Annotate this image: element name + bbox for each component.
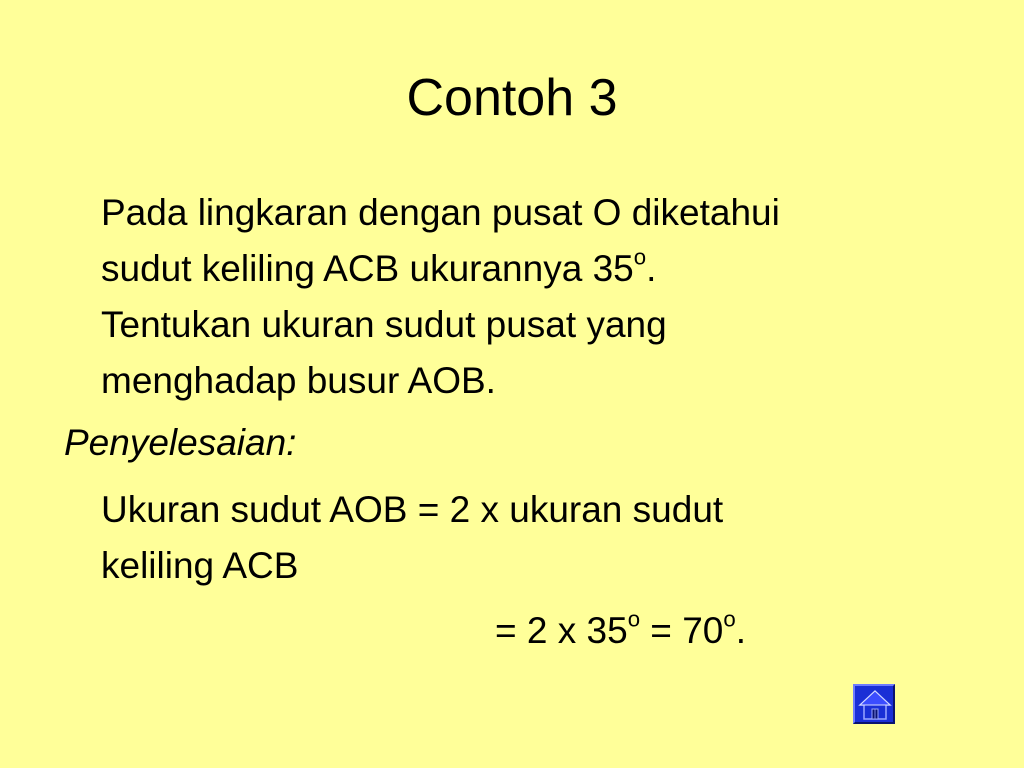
solution-text — [101, 482, 981, 594]
degree-symbol: o — [627, 606, 641, 632]
problem-text — [101, 185, 981, 409]
solution-line-2: keliling ACB — [101, 545, 299, 586]
problem-line-4: menghadap busur AOB. — [101, 360, 496, 401]
problem-line-1: Pada lingkaran dengan pusat O diketahui — [101, 192, 780, 233]
problem-line-2-text: sudut keliling ACB ukurannya 35 — [101, 248, 634, 289]
degree-symbol: o — [723, 606, 736, 632]
home-icon — [858, 688, 892, 722]
solution-line-1: Ukuran sudut AOB = 2 x ukuran sudut — [101, 489, 724, 530]
problem-line-3: Tentukan ukuran sudut pusat yang — [101, 304, 667, 345]
solution-result-period: . — [735, 610, 746, 651]
problem-line-2-period: . — [646, 248, 657, 289]
problem-line-2 — [101, 241, 981, 297]
slide-title: Contoh 3 — [406, 69, 618, 127]
solution-result-part-1: = 2 x 35 — [495, 610, 628, 651]
solution-result-part-2: = 70 — [640, 610, 724, 651]
degree-symbol: o — [633, 244, 647, 270]
home-button[interactable] — [853, 684, 895, 724]
solution-result — [495, 603, 746, 659]
solution-label: Penyelesaian: — [64, 422, 297, 463]
